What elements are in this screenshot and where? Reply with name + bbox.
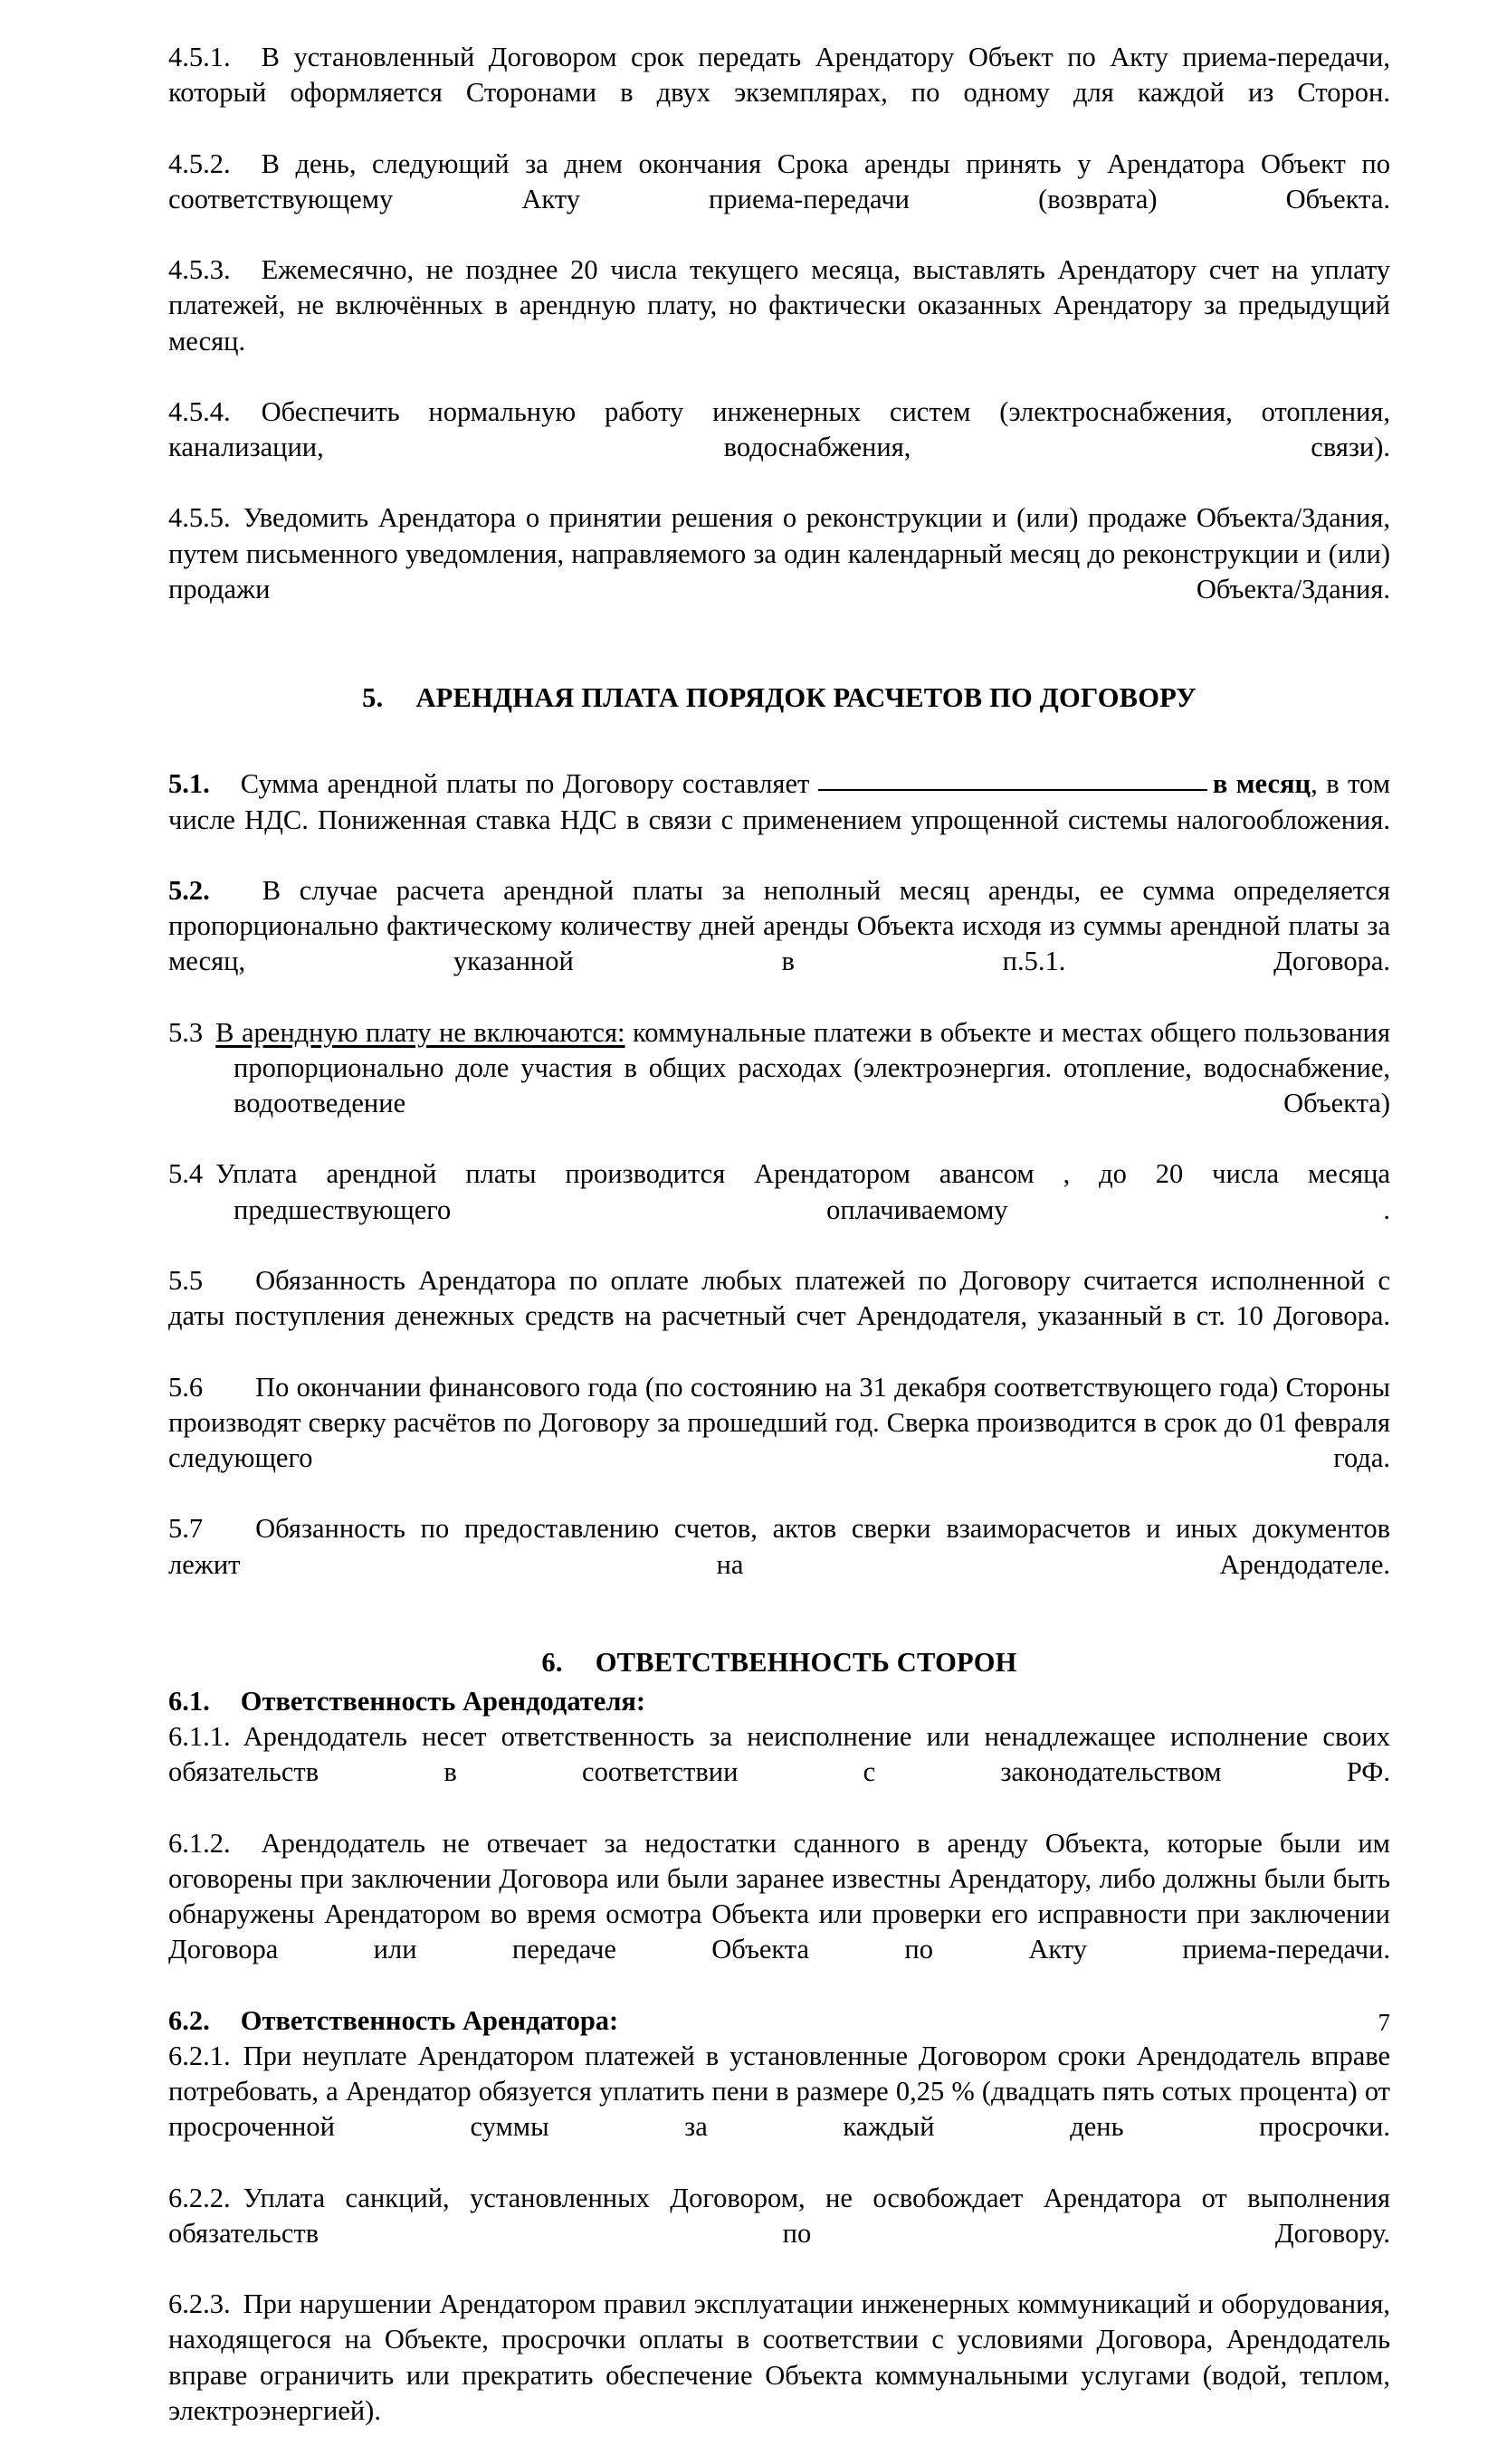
clause-5-3 — [168, 1015, 1390, 1157]
clause-5-6-number: 5.6 — [168, 1371, 204, 1403]
clause-5-3-number: 5.3 — [168, 1016, 204, 1048]
clause-4-5-1-text: В установленный Договором срок передать Арендатору Объект по Акту приема-передачи, который оформляется Сторонами в двух экземплярах, по одному для каждой из Сторон. — [168, 42, 1390, 109]
clause-4-5-3 — [168, 252, 1390, 395]
clause-6-1-2 — [168, 1826, 1390, 2003]
clause-5-2-text: В случае расчета арендной платы за неполный месяц аренды, ее сумма определяется пропорционально фактическому количеству дней аренды Объекта исходя из суммы арендной платы за месяц, указанной в п.5.1. Договора. — [168, 874, 1390, 977]
amount-blank-field[interactable] — [818, 789, 1207, 791]
clause-6-2-1-number: 6.2.1. — [168, 2040, 231, 2071]
clause-4-5-2 — [168, 147, 1390, 253]
clause-6-2-2-text: Уплата санкций, установленных Договором, не освобождает Арендатора от выполнения обязательств по Договору. — [168, 2182, 1390, 2249]
clause-4-5-4-number: 4.5.4. — [168, 395, 231, 427]
clause-5-5-text: Обязанность Арендатора по оплате любых платежей по Договору считается исполненной с даты поступления денежных средств на расчетный счет Арендодателя, указанный в ст. 10 Договора. — [168, 1265, 1390, 1332]
clause-5-4 — [168, 1156, 1390, 1263]
clause-5-1-lead: Сумма арендной платы по Договору составляет — [240, 768, 810, 800]
page-number: 7 — [1378, 2009, 1390, 2037]
clause-5-3-underlined-lead: В арендную плату не включаются: — [215, 1016, 625, 1048]
clause-6-2-3 — [168, 2287, 1390, 2464]
section-5-heading — [168, 680, 1390, 716]
clause-4-5-5-text: Уведомить Арендатора о принятии решения о реконструкции и (или) продаже Объекта/Здания, путем письменного уведомления, направляемого за один календарный месяц до реконструкции и (или) продажи Объекта/Здания. — [168, 502, 1390, 604]
clause-6-2-1-text: При неуплате Арендатором платежей в установленные Договором сроки Арендодатель вправе потребовать, а Арендатор обязуется уплатить пени в размере 0,25 % (двадцать пять сотых процента) от просроченной суммы за каждый день просрочки. — [168, 2040, 1390, 2143]
clause-6-1-2-text: Арендодатель не отвечает за недостатки сданного в аренду Объекта, которые были им оговорены при заключении Договора или были заранее известны Арендатору, либо должны были быть обнаружены Арендатором во время осмотра Объекта или проверки его исправности при заключении Договора или передаче Объекта по Акту приема-передачи. — [168, 1827, 1390, 1965]
clause-4-5-3-text: Ежемесячно, не позднее 20 числа текущего месяца, выставлять Арендатору счет на уплату платежей, не включённых в арендную плату, но фактически оказанных Арендатору за предыдущий месяц. — [168, 254, 1390, 357]
clause-4-5-2-number: 4.5.2. — [168, 147, 231, 179]
clause-5-7-number: 5.7 — [168, 1513, 204, 1545]
clause-6-2-2 — [168, 2181, 1390, 2288]
clause-5-4-number: 5.4 — [168, 1158, 204, 1190]
clause-6-1 — [168, 1684, 1390, 1719]
clause-4-5-5 — [168, 500, 1390, 642]
clause-5-7-text: Обязанность по предоставлению счетов, актов сверки взаиморасчетов и иных документов лежит на Арендодателе. — [168, 1513, 1390, 1580]
clause-6-2-3-number: 6.2.3. — [168, 2288, 231, 2320]
clause-4-5-4 — [168, 395, 1390, 501]
section-6-title: ОТВЕТСТВЕННОСТЬ СТОРОН — [595, 1646, 1017, 1678]
clause-6-1-title: Ответственность Арендодателя: — [240, 1686, 646, 1717]
clause-5-6-text: По окончании финансового года (по состоянию на 31 декабря соответствующего года) Стороны производят сверку расчётов по Договору за прошедший год. Сверка производится в срок до 01 февраля следующего года. — [168, 1371, 1390, 1473]
clause-4-5-2-text: В день, следующий за днем окончания Срока аренды принять у Арендатора Объект по соответствующему Акту приема-передачи (возврата) Объекта. — [168, 147, 1390, 214]
section-6-number: 6. — [541, 1646, 563, 1678]
clause-5-1-bold-part: в месяц — [1212, 768, 1311, 800]
clause-5-1-tail: , в том числе НДС. Пониженная ставка НДС в связи с применением упрощенной системы налогообложения. — [168, 768, 1390, 835]
clause-4-5-1 — [168, 40, 1390, 147]
section-6-heading — [168, 1645, 1390, 1680]
clause-6-2-1 — [168, 2039, 1390, 2181]
clause-5-7 — [168, 1511, 1390, 1618]
clause-6-2-title: Ответственность Арендатора: — [240, 2004, 619, 2036]
clause-4-5-5-number: 4.5.5. — [168, 502, 231, 534]
clause-6-1-1-number: 6.1.1. — [168, 1721, 231, 1753]
clause-4-5-4-text: Обеспечить нормальную работу инженерных систем (электроснабжения, отопления, канализации, водоснабжения, связи). — [168, 395, 1390, 463]
clause-6-1-2-number: 6.1.2. — [168, 1827, 231, 1859]
clause-4-5-3-number: 4.5.3. — [168, 254, 231, 286]
clause-5-1-number: 5.1. — [168, 768, 210, 800]
clause-5-2 — [168, 873, 1390, 1015]
clause-6-1-1-text: Арендодатель несет ответственность за неисполнение или ненадлежащее исполнение своих обязательств в соответствии с законодательством РФ. — [168, 1721, 1390, 1788]
clause-5-5 — [168, 1263, 1390, 1370]
clause-5-2-number: 5.2. — [168, 874, 210, 906]
clause-5-5-number: 5.5 — [168, 1265, 204, 1296]
clause-6-1-1 — [168, 1719, 1390, 1826]
clause-5-4-text: Уплата арендной платы производится Арендатором авансом , до 20 числа месяца предшествующего оплачиваемому . — [215, 1158, 1390, 1225]
clause-6-2-3-text: При нарушении Арендатором правил эксплуатации инженерных коммуникаций и оборудования, находящегося на Объекте, просрочки оплаты в соответствии с условиями Договора, Арендодатель вправе ограничить или прекратить обеспечение Объекта коммунальными услугами (водой, теплом, электроэнергией). — [168, 2288, 1390, 2426]
clause-6-2-2-number: 6.2.2. — [168, 2182, 231, 2213]
section-5-title: АРЕНДНАЯ ПЛАТА ПОРЯДОК РАСЧЕТОВ ПО ДОГОВОРУ — [415, 682, 1197, 714]
clause-6-1-number: 6.1. — [168, 1686, 210, 1717]
clause-5-3-text: коммунальные платежи в объекте и местах общего пользования пропорционально доле участия в общих расходах (электроэнергия. отопление, водоснабжение, водоотведение Объекта) — [234, 1016, 1390, 1119]
clause-6-2-number: 6.2. — [168, 2004, 210, 2036]
clause-4-5-1-number: 4.5.1. — [168, 42, 231, 72]
clause-5-6 — [168, 1370, 1390, 1512]
clause-6-2 — [168, 2003, 1390, 2039]
clause-5-1 — [168, 766, 1390, 873]
section-5-number: 5. — [362, 682, 384, 714]
